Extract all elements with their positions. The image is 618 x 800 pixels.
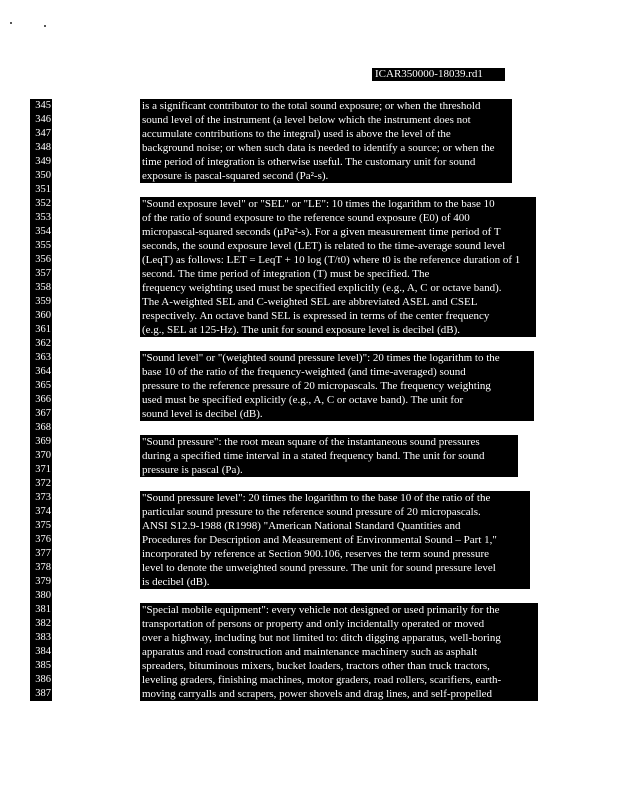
text-line: used must be specified explicitly (e.g., A, C or octave band). The unit for	[140, 393, 534, 407]
text-line: pressure to the reference pressure of 20 micropascals. The frequency weighting	[140, 379, 534, 393]
line-number: 350	[30, 169, 52, 183]
paragraph-sound-exposure-level	[140, 197, 536, 337]
line-number: 383	[30, 631, 52, 645]
line-number: 346	[30, 113, 52, 127]
text-line: frequency weighting used must be specified explicitly (e.g., A, C or octave band).	[140, 281, 536, 295]
text-line: moving carryalls and scrapers, power shovels and drag lines, and self-propelled	[140, 687, 538, 701]
text-line: pressure is pascal (Pa).	[140, 463, 518, 477]
text-line: "Sound exposure level" or "SEL" or "LE": 10 times the logarithm to the base 10	[140, 197, 536, 211]
paragraph-sound-pressure	[140, 435, 518, 477]
line-number: 380	[30, 589, 52, 603]
text-line: "Sound pressure": the root mean square of the instantaneous sound pressures	[140, 435, 518, 449]
line-number: 369	[30, 435, 52, 449]
line-number: 359	[30, 295, 52, 309]
line-number: 361	[30, 323, 52, 337]
text-line: over a highway, including but not limited to: ditch digging apparatus, well-boring	[140, 631, 538, 645]
line-number: 367	[30, 407, 52, 421]
text-line: incorporated by reference at Section 900.106, reserves the term sound pressure	[140, 547, 530, 561]
text-line: respectively. An octave band SEL is expressed in terms of the center frequency	[140, 309, 536, 323]
paragraph-sound-exposure-continued	[140, 99, 512, 183]
line-number: 379	[30, 575, 52, 589]
text-line: time period of integration is otherwise useful. The customary unit for sound	[140, 155, 512, 169]
line-number: 363	[30, 351, 52, 365]
paragraph-sound-level	[140, 351, 534, 421]
line-number: 377	[30, 547, 52, 561]
line-number: 376	[30, 533, 52, 547]
text-line: exposure is pascal-squared second (Pa²-s).	[140, 169, 512, 183]
text-line: transportation of persons or property and only incidentally operated or moved	[140, 617, 538, 631]
line-number: 378	[30, 561, 52, 575]
text-line: spreaders, bituminous mixers, bucket loaders, tractors other than truck tractors,	[140, 659, 538, 673]
text-line: (e.g., SEL at 125-Hz). The unit for sound exposure level is decibel (dB).	[140, 323, 536, 337]
text-line: of the ratio of sound exposure to the reference sound exposure (E0) of 400	[140, 211, 536, 225]
line-number: 354	[30, 225, 52, 239]
text-line: particular sound pressure to the reference sound pressure of 20 micropascals.	[140, 505, 530, 519]
line-number: 355	[30, 239, 52, 253]
line-number: 373	[30, 491, 52, 505]
text-line: ANSI S12.9-1988 (R1998) "American National Standard Quantities and	[140, 519, 530, 533]
line-number: 381	[30, 603, 52, 617]
document-id: ICAR350000-18039.rd1	[372, 68, 505, 81]
line-number: 368	[30, 421, 52, 435]
text-line: Procedures for Description and Measurement of Environmental Sound – Part 1,"	[140, 533, 530, 547]
line-number: 375	[30, 519, 52, 533]
line-number: 351	[30, 183, 52, 197]
line-number: 348	[30, 141, 52, 155]
line-number: 384	[30, 645, 52, 659]
text-line: (LeqT) as follows: LET = LeqT + 10 log (T/t0) where t0 is the reference duration of 1	[140, 253, 536, 267]
line-number: 353	[30, 211, 52, 225]
line-number: 360	[30, 309, 52, 323]
line-number: 385	[30, 659, 52, 673]
text-line: "Sound level" or "(weighted sound pressure level)": 20 times the logarithm to the	[140, 351, 534, 365]
text-line: seconds, the sound exposure level (LET) is related to the time-average sound level	[140, 239, 536, 253]
text-line: during a specified time interval in a stated frequency band. The unit for sound	[140, 449, 518, 463]
line-number: 362	[30, 337, 52, 351]
text-line: sound level of the instrument (a level below which the instrument does not	[140, 113, 512, 127]
scan-speck	[10, 22, 12, 24]
text-line: leveling graders, finishing machines, motor graders, road rollers, scarifiers, earth-	[140, 673, 538, 687]
paragraph-sound-pressure-level	[140, 491, 530, 589]
text-line: sound level is decibel (dB).	[140, 407, 534, 421]
text-line: is decibel (dB).	[140, 575, 530, 589]
text-line: level to denote the unweighted sound pressure. The unit for sound pressure level	[140, 561, 530, 575]
line-number: 349	[30, 155, 52, 169]
line-number: 386	[30, 673, 52, 687]
line-number: 370	[30, 449, 52, 463]
line-number: 347	[30, 127, 52, 141]
text-line: is a significant contributor to the total sound exposure; or when the threshold	[140, 99, 512, 113]
text-line: apparatus and road construction and maintenance machinery such as asphalt	[140, 645, 538, 659]
line-number: 364	[30, 365, 52, 379]
line-number: 357	[30, 267, 52, 281]
line-number: 365	[30, 379, 52, 393]
line-number: 366	[30, 393, 52, 407]
scan-speck	[44, 25, 46, 27]
text-line: accumulate contributions to the integral) used is above the level of the	[140, 127, 512, 141]
text-line: base 10 of the ratio of the frequency-weighted (and time-averaged) sound	[140, 365, 534, 379]
line-number: 371	[30, 463, 52, 477]
line-number: 382	[30, 617, 52, 631]
line-number-column	[30, 99, 52, 701]
text-line: The A-weighted SEL and C-weighted SEL are abbreviated ASEL and CSEL	[140, 295, 536, 309]
line-number: 374	[30, 505, 52, 519]
text-line: "Sound pressure level": 20 times the logarithm to the base 10 of the ratio of the	[140, 491, 530, 505]
line-number: 345	[30, 99, 52, 113]
line-number: 387	[30, 687, 52, 701]
text-line: micropascal-squared seconds (µPa²-s). For a given measurement time period of T	[140, 225, 536, 239]
text-line: "Special mobile equipment": every vehicle not designed or used primarily for the	[140, 603, 538, 617]
paragraph-special-mobile-equipment	[140, 603, 538, 701]
text-line: background noise; or when such data is needed to identify a source; or when the	[140, 141, 512, 155]
text-line: second. The time period of integration (T) must be specified. The	[140, 267, 536, 281]
line-number: 372	[30, 477, 52, 491]
line-number: 356	[30, 253, 52, 267]
line-number: 352	[30, 197, 52, 211]
line-number: 358	[30, 281, 52, 295]
